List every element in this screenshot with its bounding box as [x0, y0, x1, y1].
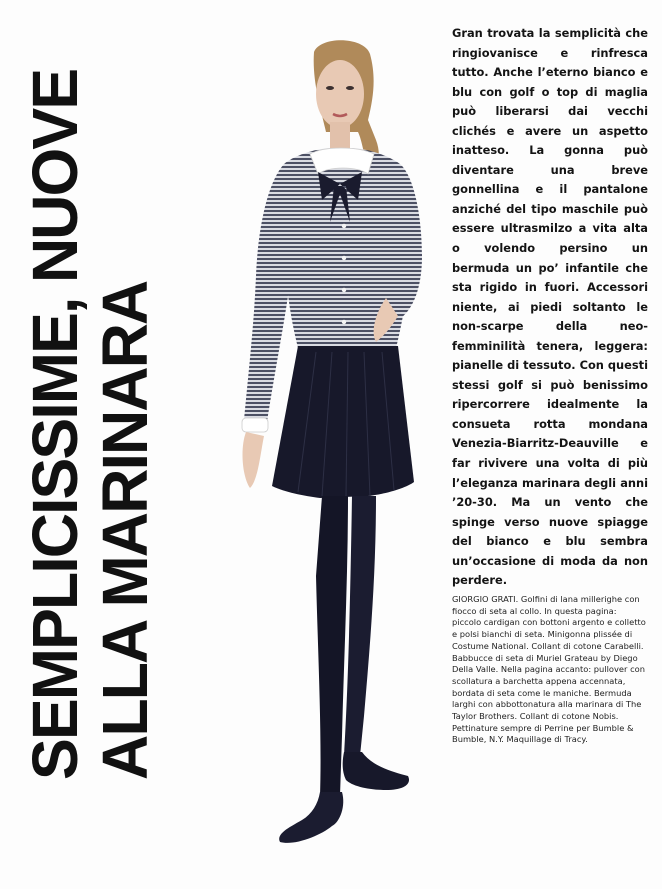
face	[316, 60, 364, 128]
left-shoe	[279, 792, 343, 843]
left-sleeve	[244, 164, 294, 428]
headline-line-1: SEMPLICISSIME, NUOVE	[19, 69, 91, 780]
model-photo	[236, 36, 446, 876]
left-leg	[316, 496, 348, 796]
headline-line-2: ALLA MARINARA	[89, 281, 161, 780]
headline	[20, 20, 170, 780]
article-body: Gran trovata la semplicità che ringiovanisce e rinfresca tutto. Anche l’eterno bianco e blu con golf o top di maglia può liberarsi dai vecchi clichés e avere un aspetto inatteso. La gonna può diventare una breve gonnellina e il pantalone anziché del tipo maschile può essere ultrasmilzo a vita alta o volendo persino un bermuda un po’ infantile che sta rigido in fuori. Accessori niente, ai piedi soltanto le non-scarpe della neo-femminilità tenera, leggera: pianelle di tessuto. Con questi stessi golf si può benissimo ripercorrere idealmente la consueta rotta mondana Venezia-Biarritz-Deauville e far rivivere una volta di più l’eleganza marinara degli anni ’20-30. Ma un vento che spinge verso nuove spiagge del bianco e blu sembra un’occasione di moda da non perdere.	[452, 26, 648, 588]
headline-block	[20, 20, 170, 780]
left-hand	[243, 432, 264, 488]
right-leg	[344, 496, 376, 756]
right-shoe	[343, 752, 409, 790]
photo-caption: GIORGIO GRATI. Golfini di lana millerighe con fiocco di seta al collo. In questa pagina: piccolo cardigan con bottoni argento e colletto e polsi bianchi di seta. Minigonna plissée di Costume National. Collant di cotone Carabelli. Babbucce di seta di Muriel Grateau by Diego Della Valle. Nella pagina accanto: pullover con scollatura a barchetta appena accennata, bordata di seta come le maniche. Bermuda larghi con abbottonatura alla marinara di The Taylor Brothers. Collant di cotone Nobis. Pettinature sempre di Perrine per Bumble & Bumble, N.Y. Maquillage di Tracy.	[452, 594, 646, 745]
